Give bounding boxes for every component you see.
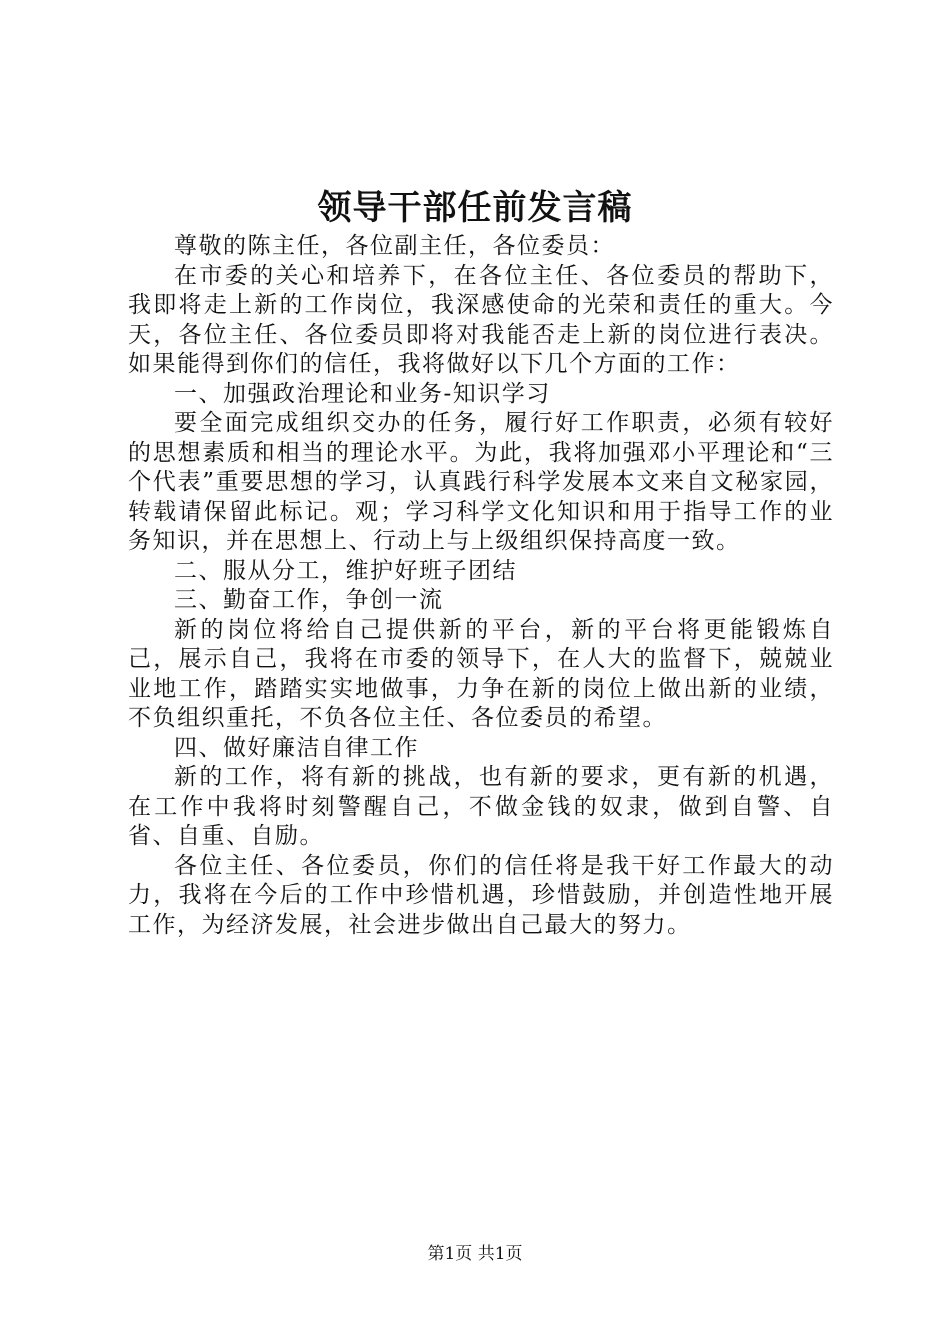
document-body bbox=[128, 232, 834, 940]
heading-section-3: 三、勤奋工作，争创一流 bbox=[174, 587, 444, 613]
page-footer: 第1页 共1页 bbox=[427, 1244, 523, 1264]
paragraph-section-3: 新的岗位将给自己提供新的平台，新的平台将更能锻炼自己，展示自己，我将在市委的领导下，在人大的监督下，兢兢业业地工作，踏踏实实地做事，力争在新的岗位上做出新的业绩，不负组织重托，不负各位主任、各位委员的希望。 bbox=[128, 616, 834, 731]
document-title: 领导干部任前发言稿 bbox=[317, 188, 633, 228]
heading-section-2: 二、服从分工，维护好班子团结 bbox=[174, 557, 517, 584]
paragraph-section-1: 要全面完成组织交办的任务，履行好工作职责，必须有较好的思想素质和相当的理论水平。为此，我将加强邓小平理论和“三个代表”重要思想的学习，认真践行科学发展本文来自文秘家园，转载请保留此标记。观；学习科学文化知识和用于指导工作的业务知识，并在思想上、行动上与上级组织保持高度一致。 bbox=[128, 410, 834, 554]
paragraph-salutation: 尊敬的陈主任，各位副主任，各位委员： bbox=[174, 233, 615, 259]
heading-section-4: 四、做好廉洁自律工作 bbox=[174, 734, 419, 761]
paragraph-closing: 各位主任、各位委员，你们的信任将是我干好工作最大的动力，我将在今后的工作中珍惜机遇，珍惜鼓励，并创造性地开展工作，为经济发展，社会进步做出自己最大的努力。 bbox=[128, 852, 834, 938]
paragraph-section-4: 新的工作，将有新的挑战，也有新的要求，更有新的机遇，在工作中我将时刻警醒自己，不做金钱的奴隶，做到自警、自省、自重、自励。 bbox=[128, 764, 834, 849]
paragraph-intro: 在市委的关心和培养下，在各位主任、各位委员的帮助下，我即将走上新的工作岗位，我深感使命的光荣和责任的重大。今天，各位主任、各位委员即将对我能否走上新的岗位进行表决。如果能得到你们的信任，我将做好以下几个方面的工作： bbox=[128, 262, 834, 377]
heading-section-1: 一、加强政治理论和业务-知识学习 bbox=[174, 380, 551, 407]
